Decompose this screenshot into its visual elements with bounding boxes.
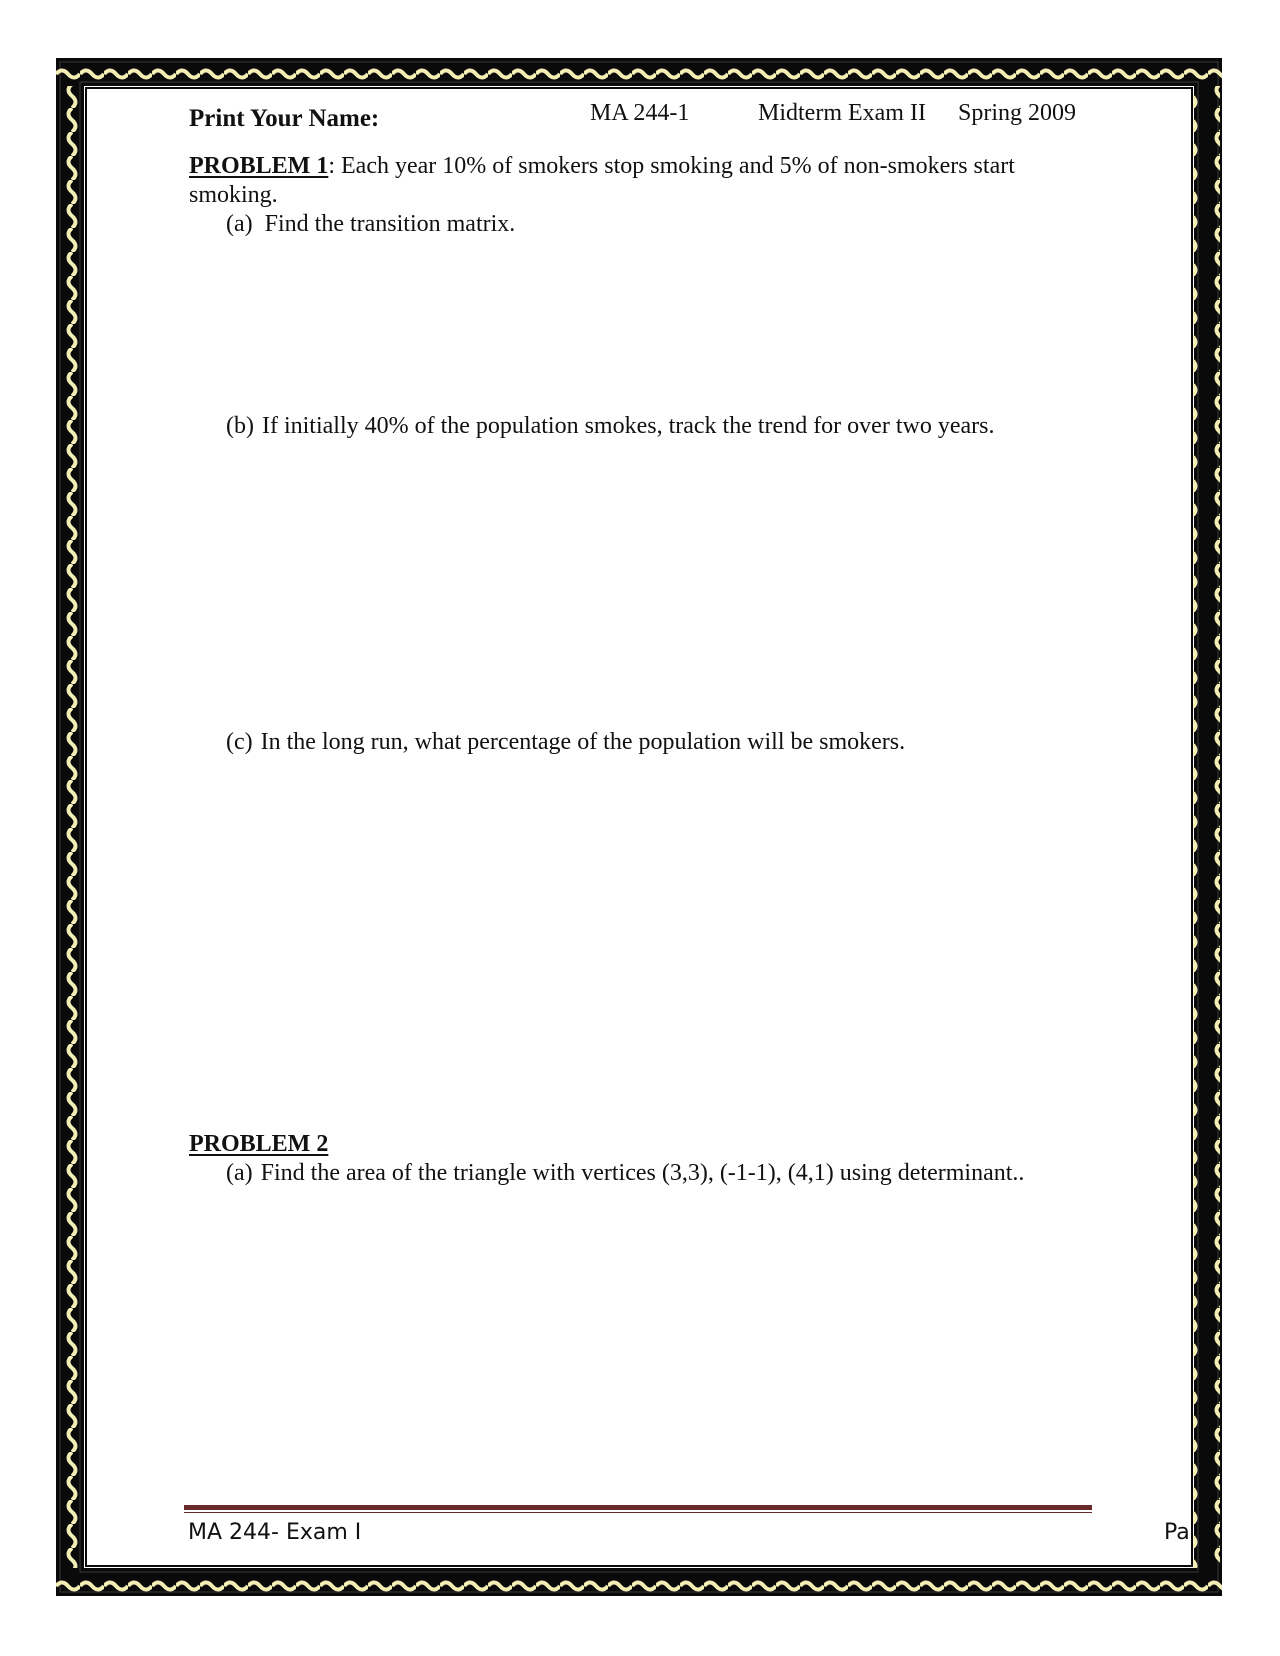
footer-rule-thick: [184, 1505, 1092, 1510]
part-label: (a): [226, 1160, 253, 1186]
name-label: Print Your Name:: [189, 105, 380, 132]
problem-1-part-c: [226, 728, 905, 756]
exam-title: Midterm Exam II: [758, 100, 926, 126]
problem-1-intro-text: : Each year 10% of smokers stop smoking and 5% of non-smokers start: [328, 153, 1015, 179]
footer-rule-thin: [184, 1512, 1092, 1513]
problem-1-intro-line2: smoking.: [189, 182, 278, 208]
part-text: Find the transition matrix.: [264, 211, 516, 237]
part-label: (c): [226, 729, 253, 755]
exam-term: Spring 2009: [958, 100, 1077, 126]
footer-left: MA 244- Exam I: [188, 1520, 362, 1545]
part-label: (a): [226, 211, 253, 237]
problem-1-part-b: [226, 412, 994, 440]
part-label: (b): [226, 413, 254, 439]
problem-2-part-a: [226, 1159, 1024, 1187]
problem-1-intro: [189, 152, 1015, 180]
part-text: In the long run, what percentage of the population will be smokers.: [260, 729, 906, 755]
problem-2-title: PROBLEM 2: [189, 1131, 329, 1157]
footer-page: Pa: [1164, 1520, 1190, 1545]
problem-1-title: PROBLEM 1: [189, 153, 329, 179]
part-text: If initially 40% of the population smokes, track the trend for over two years.: [261, 413, 995, 439]
course-code: MA 244-1: [590, 100, 690, 126]
part-text: Find the area of the triangle with vertices (3,3), (-1-1), (4,1) using determinant..: [260, 1160, 1025, 1186]
problem-1-part-a: [226, 210, 515, 238]
